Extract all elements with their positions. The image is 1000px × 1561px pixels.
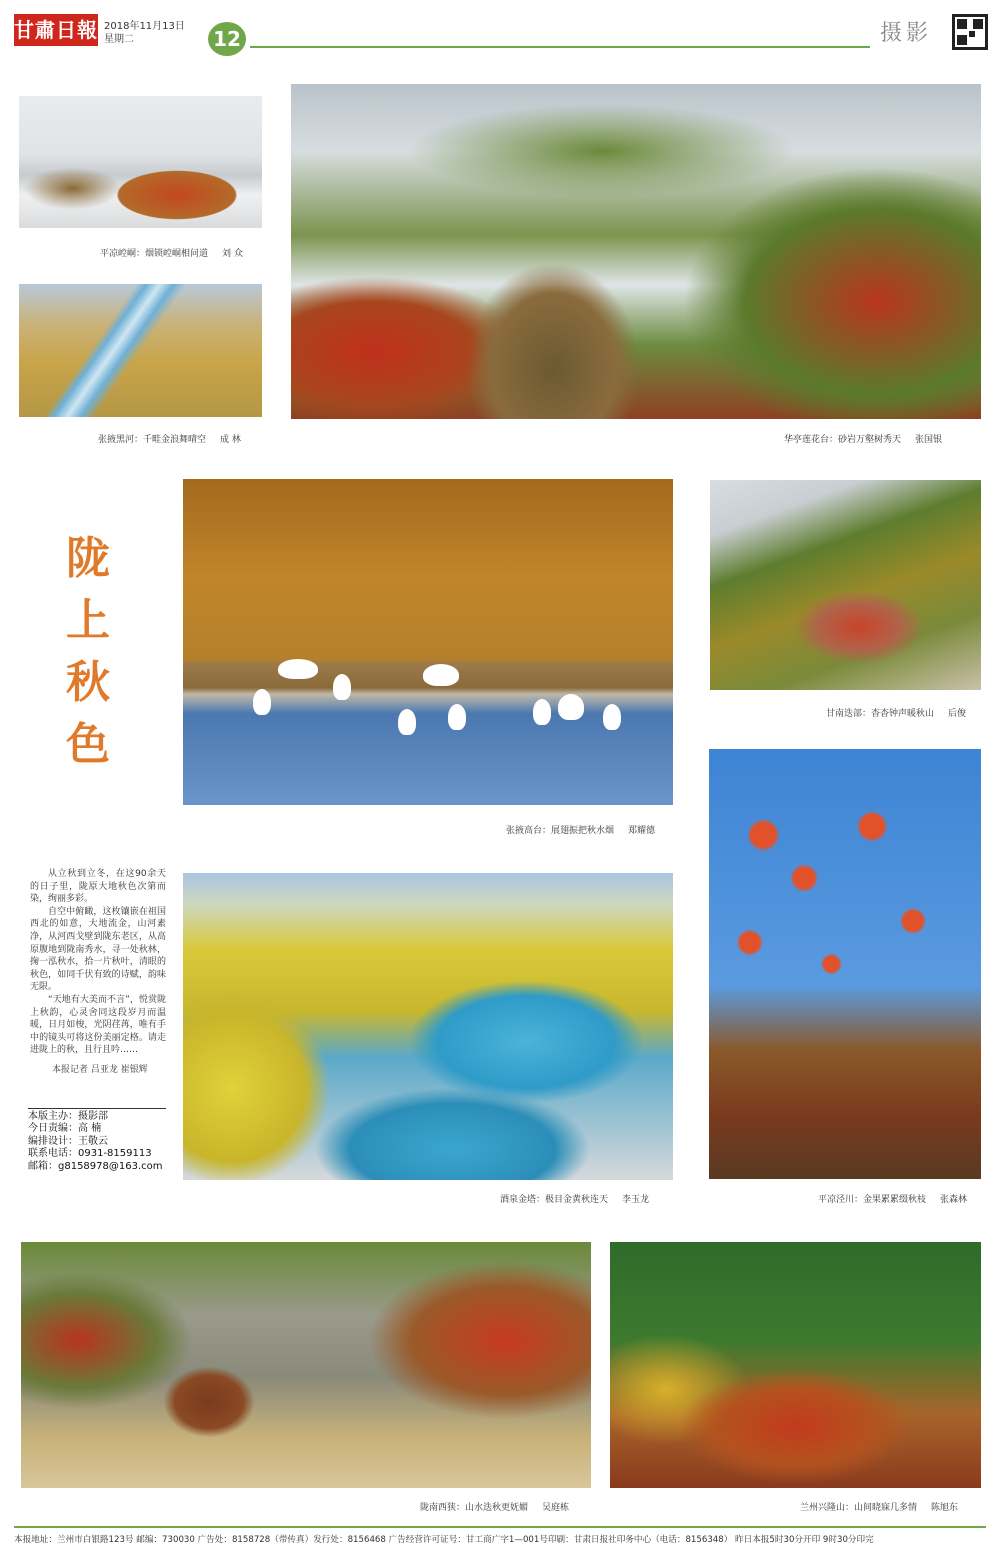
header-rule: [250, 46, 870, 48]
caption-author: 后俊: [948, 709, 967, 719]
page-number-badge: 12: [208, 22, 246, 56]
footer-rule: [14, 1526, 986, 1528]
article-byline: 本报记者 吕亚龙 崔银辉: [52, 1065, 148, 1075]
photo-gaotai-egrets: [183, 479, 673, 805]
masthead-logo: 甘肅日報: [14, 14, 98, 46]
caption-kongtong: [100, 246, 243, 259]
article-paragraph: 自空中俯瞰，这枚镶嵌在祖国西北的如意，大地流金，山河素净，从河西戈壁到陇东老区，从高原腹地到陇南秀水，寻一处秋林，掬一泓秋水，拾一片秋叶，清眼的秋色，如同千伏有致的诗赋，韵味无限。: [30, 906, 166, 993]
caption-xixia: [420, 1500, 569, 1513]
photo-lianhuatai-mountains: [291, 84, 981, 419]
photo-jinta-lake: [183, 873, 673, 1180]
caption-diebu: [826, 706, 966, 719]
title-char: 上: [66, 595, 110, 646]
issue-date-block: [104, 20, 185, 46]
caption-author: 成 林: [220, 435, 241, 445]
editorial-credits: [28, 1108, 166, 1173]
caption-text: 酒泉金塔：极目金黄秋连天: [500, 1195, 609, 1205]
photo-diebu-village: [710, 480, 981, 690]
caption-jinta: [500, 1192, 649, 1205]
caption-xinglongshan: [800, 1500, 958, 1513]
caption-author: 张森林: [940, 1195, 968, 1205]
title-char: 色: [66, 719, 110, 770]
article-body: [30, 868, 166, 1057]
article-paragraph: “天地有大美而不言”，悦赏陇上秋韵，心灵舍同这段岁月而温暖，日月如梭，光阴荏苒，唯有手中的镜头可将这份美丽定格。请走进陇上的秋，且行且吟……: [30, 994, 166, 1056]
credit-line: 本版主办：摄影部: [28, 1111, 108, 1122]
photo-kongtong-clouds: [19, 96, 262, 228]
caption-text: 张掖高台：展翅振把秋水烟: [506, 826, 615, 836]
credit-line: 邮箱：g8158978@163.com: [28, 1160, 163, 1172]
caption-author: 李玉龙: [622, 1195, 650, 1205]
caption-author: 刘 众: [222, 249, 243, 259]
caption-text: 平凉泾川：金果累累缀秋枝: [818, 1195, 927, 1205]
caption-heihe: [98, 432, 241, 445]
credit-line: 编排设计：王敬云: [28, 1135, 108, 1147]
article-paragraph: 从立秋到立冬，在这90余天的日子里，陇原大地秋色次第而染，绚丽多彩。: [30, 869, 166, 905]
caption-author: 陈旭东: [931, 1503, 959, 1513]
caption-lianhuatai: [784, 432, 942, 445]
photo-jingchuan-persimmons: [709, 749, 981, 1179]
qr-code-icon[interactable]: [952, 14, 988, 50]
caption-gaotai: [506, 823, 655, 836]
photo-heihe-river: [19, 284, 262, 417]
caption-author: 张国银: [915, 435, 943, 445]
photo-xixia-cliff: [21, 1242, 591, 1488]
caption-text: 张掖黑河：千畦金浪舞晴空: [98, 435, 207, 445]
caption-text: 甘南迭部：杳杳钟声暖秋山: [826, 709, 935, 719]
photo-xinglongshan-temple: [610, 1242, 981, 1488]
caption-text: 华亭莲花台：砂岩万壑树秀天: [784, 435, 902, 445]
caption-jingchuan: [818, 1192, 967, 1205]
section-title: 摄影: [880, 21, 933, 46]
credit-line: 今日责编：高 楠: [28, 1123, 102, 1135]
caption-text: 平凉崆峒：烟锁崆峒相问道: [100, 249, 209, 259]
caption-text: 兰州兴隆山：山间晓寐几多情: [800, 1503, 918, 1513]
footer-info: 本报地址：兰州市白银路123号 邮编：730030 广告处：8158728（带传真）发行处：8156468 广告经营许可证号：甘工商广字1—001号印刷：甘肃日报社印务中心（电话：8156348） 昨日本报5时30分开印 9时30分印完: [14, 1535, 874, 1545]
caption-text: 陇南西狭：山水迭秋更妩媚: [420, 1503, 529, 1513]
title-char: 陇: [66, 533, 110, 584]
issue-weekday: 星期二: [104, 34, 134, 45]
caption-author: 吴庭栋: [542, 1503, 570, 1513]
credit-line: 联系电话：0931-8159113: [28, 1148, 152, 1160]
issue-date: 2018年11月13日: [104, 21, 185, 32]
title-char: 秋: [66, 657, 110, 708]
feature-title: [66, 528, 110, 776]
caption-author: 郑耀德: [628, 826, 656, 836]
